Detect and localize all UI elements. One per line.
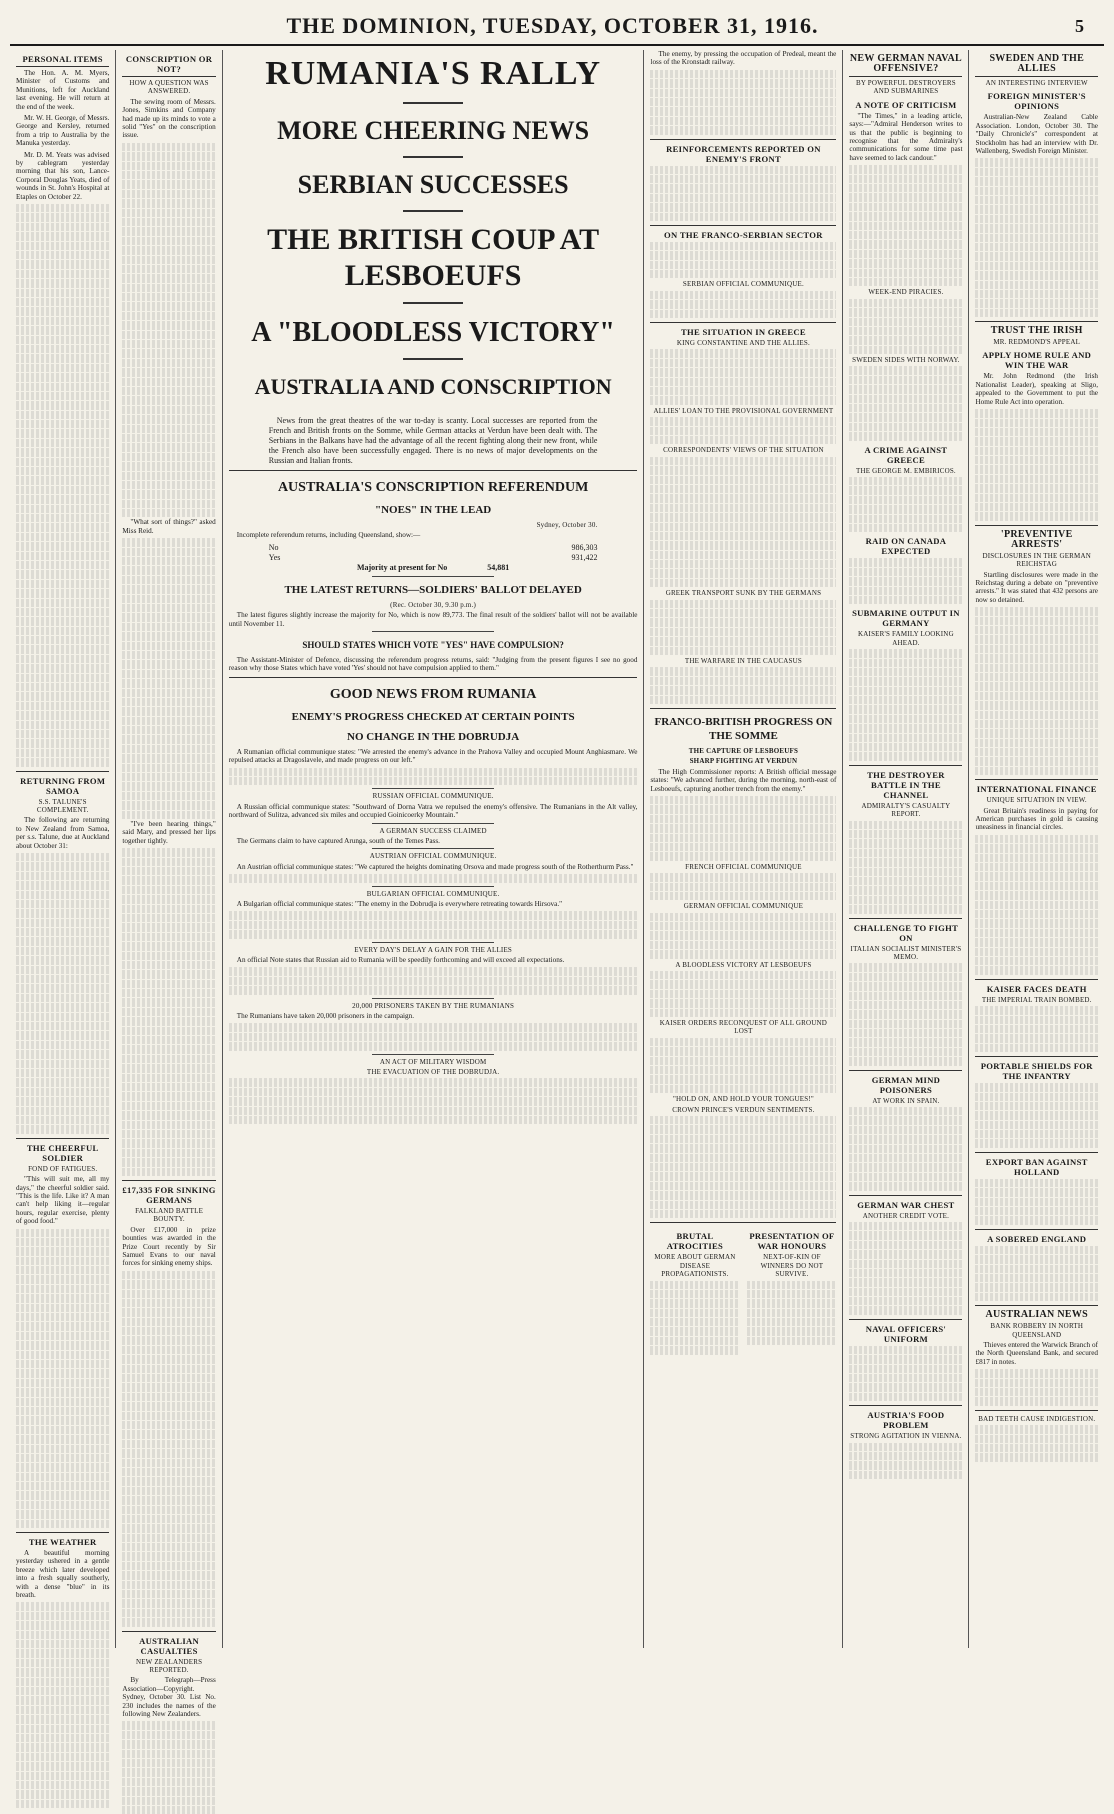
cheerful-soldier-subheading: FOND OF FATIGUES. bbox=[28, 1164, 98, 1173]
personal-item-text: Mr. D. M. Yeats was advised by cablegram yesterday morning that his son, Lance-Corporal Douglas Yeats, died of wounds in St. John's Hospital at Etaples on October 22. bbox=[16, 150, 110, 201]
delay-heading: EVERY DAY'S DELAY A GAIN FOR THE ALLIES bbox=[354, 945, 513, 954]
submarine-output-subheading: KAISER'S FAMILY LOOKING AHEAD. bbox=[858, 630, 954, 647]
challenge-heading: CHALLENGE TO FIGHT ON bbox=[853, 922, 959, 943]
conscription-heading: CONSCRIPTION OR NOT? bbox=[122, 54, 215, 77]
personal-items-heading: PERSONAL ITEMS bbox=[16, 54, 109, 67]
serbian-communique-heading: SERBIAN OFFICIAL COMMUNIQUE. bbox=[682, 280, 804, 289]
weather-text: A beautiful morning yesterday ushered in a gentle breeze which later developed into a fresh squally southerly, with a dense "blue" in its breath. bbox=[16, 1549, 110, 1600]
crown-prince-heading: CROWN PRINCE'S VERDUN SENTIMENTS. bbox=[672, 1105, 815, 1114]
kaiser-death-heading: KAISER FACES DEATH bbox=[986, 983, 1087, 994]
somme-heading: FRANCO-BRITISH PROGRESS ON THE SOMME bbox=[654, 715, 833, 742]
rumania-subheading-1: ENEMY'S PROGRESS CHECKED AT CERTAIN POINTS bbox=[291, 710, 575, 723]
war-honours-heading: PRESENTATION OF WAR HONOURS bbox=[749, 1231, 835, 1252]
military-wisdom-subheading: THE EVACUATION OF THE DOBRUDJA. bbox=[366, 1068, 500, 1077]
correspondents-views-heading: CORRESPONDENTS' VIEWS OF THE SITUATION bbox=[663, 446, 824, 455]
headline-deck-1: MORE CHEERING NEWS bbox=[277, 116, 590, 145]
latest-returns-subheading: (Rec. October 30, 9.30 p.m.) bbox=[390, 600, 477, 609]
bloodless-victory-heading: A BLOODLESS VICTORY AT LESBOEUFS bbox=[675, 960, 812, 969]
lead-paragraph: News from the great theatres of the war to-day is scanty. Local successes are reported from the French and British fronts on the Somme, while German attacks at Verdun have been dealt with. The Serbians in the Balkans have had the advantage of all the recent fighting along their new front, while the French also have been successfully engaged. There is no news of major developments on the Russian and Italian fronts. bbox=[268, 416, 598, 465]
prisoners-heading: 20,000 PRISONERS TAKEN BY THE RUMANIANS bbox=[352, 1001, 515, 1010]
war-honours-box bbox=[747, 1227, 836, 1355]
enemy-front-text: The enemy, by pressing the occupation of Predeal, meant the loss of the Kronstadt railway. bbox=[650, 50, 837, 67]
column-1 bbox=[10, 50, 116, 1648]
advert-heading: BAD TEETH CAUSE INDIGESTION. bbox=[978, 1414, 1096, 1423]
war-chest-subheading: ANOTHER CREDIT VOTE. bbox=[862, 1211, 950, 1220]
column-5 bbox=[843, 50, 969, 1648]
columns bbox=[10, 50, 1104, 1719]
vote-no-row bbox=[229, 543, 638, 553]
headline-deck-3: THE BRITISH COUP AT LESBOEUFS bbox=[267, 223, 600, 292]
compulsion-heading: SHOULD STATES WHICH VOTE "YES" HAVE COMPULSION? bbox=[302, 640, 564, 651]
trust-irish-subheading: MR. REDMOND'S APPEAL bbox=[993, 338, 1081, 347]
russian-communique-heading: RUSSIAN OFFICIAL COMMUNIQUE. bbox=[372, 792, 494, 801]
export-ban-heading: EXPORT BAN AGAINST HOLLAND bbox=[985, 1156, 1088, 1177]
portable-shields-heading: PORTABLE SHIELDS FOR THE INFANTRY bbox=[980, 1061, 1093, 1082]
rumania-text: A Rumanian official communique states: "We arrested the enemy's advance in the Prahova Valley and occupied Mount Anghiasmare. We repulsed attacks at Dragoslavele, and made progress on our left." bbox=[228, 747, 638, 765]
piracies-heading: WEEK-END PIRACIES. bbox=[868, 288, 944, 297]
returning-samoa-subheading: S.S. TALUNE'S COMPLEMENT. bbox=[36, 797, 89, 814]
military-wisdom-heading: AN ACT OF MILITARY WISDOM bbox=[379, 1057, 487, 1066]
prisoners-text: The Rumanians have taken 20,000 prisoners in the campaign. bbox=[236, 1012, 415, 1021]
sweden-allies-text: Australian-New Zealand Cable Association. London, October 30. The "Daily Chronicle's" correspondent at Stockholm has had an interview with Dr. Wallenberg, Swedish Foreign Minister. bbox=[975, 113, 1098, 156]
german-communique-heading: GERMAN OFFICIAL COMMUNIQUE bbox=[683, 902, 804, 911]
french-communique-heading: FRENCH OFFICIAL COMMUNIQUE bbox=[685, 862, 802, 871]
referendum-subheading: "NOES" IN THE LEAD bbox=[375, 504, 492, 516]
caucasus-heading: THE WARFARE IN THE CAUCASUS bbox=[684, 656, 802, 665]
german-success-text: The Germans claim to have captured Arunga, south of the Temes Pass. bbox=[236, 837, 440, 846]
sweden-allies-subheading-2: FOREIGN MINISTER'S OPINIONS bbox=[987, 91, 1086, 112]
vote-yes-label: Yes bbox=[268, 552, 281, 562]
reinforcements-heading: REINFORCEMENTS REPORTED ON ENEMY'S FRONT bbox=[666, 143, 821, 164]
headline-banner bbox=[229, 50, 638, 406]
masthead bbox=[10, 8, 1104, 46]
brutal-atrocities-subheading: MORE ABOUT GERMAN DISEASE PROPAGATIONISTS. bbox=[654, 1253, 736, 1279]
vote-majority-label: Majority at present for No bbox=[356, 562, 448, 572]
bank-robbery-heading: BANK ROBBERY IN NORTH QUEENSLAND bbox=[990, 1322, 1084, 1339]
submarine-output-heading: SUBMARINE OUTPUT IN GERMANY bbox=[852, 608, 960, 629]
delay-text: An official Note states that Russian aid to Rumania will be speedily forthcoming and will exceed all expectations. bbox=[236, 956, 565, 965]
naval-offensive-subheading: BY POWERFUL DESTROYERS AND SUBMARINES bbox=[855, 79, 956, 96]
australian-news-heading: AUSTRALIAN NEWS bbox=[985, 1309, 1089, 1321]
preventive-arrests-text: Startling disclosures were made in the Reichstag during a debate on "preventive arrests." It was stated that 432 persons are now so detained. bbox=[975, 570, 1098, 604]
food-problem-subheading: STRONG AGITATION IN VIENNA. bbox=[850, 1432, 962, 1441]
destroyer-battle-heading: THE DESTROYER BATTLE IN THE CHANNEL bbox=[867, 769, 945, 800]
sweden-allies-subheading: AN INTERESTING INTERVIEW bbox=[985, 79, 1088, 87]
austrian-communique-heading: AUSTRIAN OFFICIAL COMMUNIQUE. bbox=[369, 852, 497, 861]
russian-communique-text: A Russian official communique states: "Southward of Dorna Vatra we repulsed the enemy's offensive. The Rumanians in the Alt valley, northward of Sulitza, advanced six miles and occupied Goinicoerky Mountain." bbox=[228, 802, 638, 820]
preventive-arrests-subheading: DISCLOSURES IN THE GERMAN REICHSTAG bbox=[982, 551, 1091, 569]
kaiser-orders-heading: KAISER ORDERS RECONQUEST OF ALL GROUND LOST bbox=[659, 1019, 828, 1036]
vote-yes-value: 931,422 bbox=[571, 552, 598, 562]
sobered-england-heading: A SOBERED ENGLAND bbox=[987, 1233, 1087, 1244]
returning-samoa-heading: RETURNING FROM SAMOA bbox=[20, 775, 106, 796]
vote-majority-value: 54,881 bbox=[487, 562, 510, 572]
brutal-atrocities-box bbox=[650, 1227, 739, 1355]
challenge-subheading: ITALIAN SOCIALIST MINISTER'S MEMO. bbox=[850, 944, 962, 961]
conscription-text: "What sort of things?" asked Miss Reid. bbox=[122, 518, 216, 535]
somme-subheading-2: SHARP FIGHTING AT VERDUN bbox=[689, 757, 798, 766]
crime-greece-heading: A CRIME AGAINST GREECE bbox=[864, 444, 948, 465]
rumania-subheading-2: NO CHANGE IN THE DOBRUDJA bbox=[347, 730, 520, 743]
hold-tongues-heading: "HOLD ON, AND HOLD YOUR TONGUES!" bbox=[672, 1095, 814, 1104]
crime-greece-subheading: THE GEORGE M. EMBIRICOS. bbox=[855, 466, 956, 475]
raid-canada-heading: RAID ON CANADA EXPECTED bbox=[865, 536, 947, 557]
mind-poisoners-subheading: AT WORK IN SPAIN. bbox=[872, 1096, 940, 1105]
war-chest-heading: GERMAN WAR CHEST bbox=[857, 1199, 955, 1210]
headline-deck-5: AUSTRALIA AND CONSCRIPTION bbox=[254, 374, 612, 399]
column-4 bbox=[644, 50, 843, 1648]
australian-casualties-subheading: NEW ZEALANDERS REPORTED. bbox=[135, 1657, 203, 1674]
cheerful-soldier-text: "This will suit me, all my days," the cheerful soldier said. "This is the life. Like it? A man can't help liking it—regular hours, regular exercise, plenty of good food." bbox=[16, 1175, 110, 1226]
referendum-dateline: Sydney, October 30. bbox=[536, 521, 598, 529]
vote-majority-row bbox=[229, 563, 638, 573]
sinking-germans-heading: £17,335 FOR SINKING GERMANS bbox=[122, 1184, 216, 1205]
column-central bbox=[223, 50, 645, 1648]
kaiser-death-subheading: THE IMPERIAL TRAIN BOMBED. bbox=[981, 995, 1092, 1004]
australian-casualties-heading: AUSTRALIAN CASUALTIES bbox=[139, 1635, 199, 1656]
sinking-germans-text: Over £17,000 in prize bounties was awarded in the Prize Court recently by Sir Samuel Evans to our naval forces for sinking enemy ships. bbox=[122, 1225, 216, 1268]
greek-transport-heading: GREEK TRANSPORT SUNK BY THE GERMANS bbox=[665, 589, 822, 598]
bottom-split bbox=[650, 1227, 836, 1355]
criticism-text: "The Times," in a leading article, says:—"Admiral Henderson writes to us that the public is beginning to recognise that the Admiralty's communications for some time past have seemed to lack candour." bbox=[849, 111, 963, 162]
bulgarian-communique-heading: BULGARIAN OFFICIAL COMMUNIQUE. bbox=[366, 889, 500, 898]
criticism-heading: A NOTE OF CRITICISM bbox=[855, 99, 957, 110]
vote-no-value: 986,303 bbox=[571, 542, 598, 552]
somme-text: The High Commissioner reports: A British official message states: "We advanced further, during the morning, north-east of Lesboeufs, capturing another trench from the enemy." bbox=[650, 767, 837, 793]
preventive-arrests-heading: 'PREVENTIVE ARRESTS' bbox=[1000, 528, 1073, 550]
vote-no-label: No bbox=[268, 542, 279, 552]
mind-poisoners-heading: GERMAN MIND POISONERS bbox=[871, 1074, 941, 1095]
sinking-germans-subheading: FALKLAND BATTLE BOUNTY. bbox=[135, 1206, 204, 1224]
allies-loan-heading: ALLIES' LOAN TO THE PROVISIONAL GOVERNMENT bbox=[653, 406, 834, 415]
headline-deck-4: A "BLOODLESS VICTORY" bbox=[251, 317, 615, 348]
naval-offensive-heading: NEW GERMAN NAVAL OFFENSIVE? bbox=[849, 54, 962, 77]
trust-irish-text: Mr. John Redmond (the Irish Nationalist Leader), speaking at Sligo, appealed to the Government to put the Home Rule Act into operation. bbox=[975, 372, 1098, 406]
franco-serbian-heading: ON THE FRANCO-SERBIAN SECTOR bbox=[664, 229, 823, 240]
referendum-intro: Incomplete referendum returns, including Queensland, show:— bbox=[236, 531, 421, 540]
destroyer-battle-subheading: ADMIRALTY'S CASUALTY REPORT. bbox=[861, 801, 951, 819]
returning-samoa-text: The following are returning to New Zealand from Samoa, per s.s. Talune, due at Auckland about October 31: bbox=[16, 816, 110, 850]
bank-robbery-text: Thieves entered the Warwick Branch of the North Queensland Bank, and secured £817 in notes. bbox=[975, 1340, 1098, 1366]
sweden-norway-heading: SWEDEN SIDES WITH NORWAY. bbox=[852, 356, 960, 365]
vote-yes-row bbox=[229, 553, 638, 563]
australian-casualties-text: By Telegraph—Press Association—Copyright. Sydney, October 30. List No. 230 includes the names of the following New Zealanders. bbox=[122, 1676, 216, 1719]
conscription-text: The sewing room of Messrs. Jones, Simkins and Company had made up its minds to vote a solid "Yes" on the conscription issue. bbox=[122, 97, 216, 140]
international-finance-heading: INTERNATIONAL FINANCE bbox=[976, 784, 1097, 795]
cheerful-soldier-heading: THE CHEERFUL SOLDIER bbox=[26, 1142, 99, 1163]
headline-deck-2: SERBIAN SUCCESSES bbox=[297, 170, 569, 199]
brutal-atrocities-heading: BRUTAL ATROCITIES bbox=[666, 1231, 724, 1252]
weather-heading: THE WEATHER bbox=[28, 1537, 97, 1548]
war-honours-subheading: NEXT-OF-KIN OF WINNERS DO NOT SURVIVE. bbox=[760, 1253, 824, 1279]
sweden-allies-heading: SWEDEN AND THE ALLIES bbox=[975, 54, 1098, 77]
greece-heading: THE SITUATION IN GREECE bbox=[680, 327, 806, 338]
headline-main: RUMANIA'S RALLY bbox=[265, 55, 602, 92]
somme-subheading-1: THE CAPTURE OF LESBOEUFS bbox=[688, 746, 799, 755]
food-problem-heading: AUSTRIA'S FOOD PROBLEM bbox=[867, 1410, 945, 1431]
page-number: 5 bbox=[1075, 15, 1084, 36]
international-finance-text: Great Britain's readiness in paying for American purchases in gold is causing uneasiness in financial circles. bbox=[975, 806, 1098, 832]
personal-item-text: The Hon. A. M. Myers, Minister of Customs and Munitions, left for Auckland last evening. He will return at the end of the week. bbox=[16, 69, 110, 111]
bulgarian-communique-text: A Bulgarian official communique states: "The enemy in the Dobrudja is everywhere retreating towards Hirsova." bbox=[236, 900, 563, 909]
latest-returns-text: The latest figures slightly increase the majority for No, which is now 89,773. The final result of the soldiers' ballot will not be available until November 11. bbox=[228, 611, 638, 628]
personal-item-text: Mr. W. H. George, of Messrs. George and Kersley, returned from a trip to Australia by the Manuka yesterday. bbox=[16, 114, 110, 148]
international-finance-subheading: UNIQUE SITUATION IN VIEW. bbox=[986, 796, 1087, 805]
column-6 bbox=[969, 50, 1104, 1648]
newspaper-title: THE DOMINION, TUESDAY, OCTOBER 31, 1916. bbox=[286, 13, 819, 38]
compulsion-text: The Assistant-Minister of Defence, discussing the referendum progress returns, said: "Judging from the present figures I see no good reason why those States which have voted 'Yes' should not have compulsion applied to them." bbox=[228, 656, 638, 673]
trust-irish-subheading-2: APPLY HOME RULE AND WIN THE WAR bbox=[982, 350, 1092, 371]
austrian-communique-text: An Austrian official communique states: "We captured the heights dominating Orsova and made progress south of the Rotherthurm Pass." bbox=[236, 862, 634, 871]
conscription-text: "I've been hearing things," said Mary, and pressed her lips together tightly. bbox=[122, 820, 216, 845]
greece-subheading: KING CONSTANTINE AND THE ALLIES. bbox=[676, 339, 810, 348]
referendum-heading: AUSTRALIA'S CONSCRIPTION REFERENDUM bbox=[277, 480, 589, 495]
german-success-heading: A GERMAN SUCCESS CLAIMED bbox=[379, 826, 487, 835]
conscription-subheading: HOW A QUESTION WAS ANSWERED. bbox=[129, 79, 209, 96]
column-2 bbox=[116, 50, 222, 1719]
latest-returns-heading: THE LATEST RETURNS—SOLDIERS' BALLOT DELAYED bbox=[284, 583, 582, 596]
trust-irish-heading: TRUST THE IRISH bbox=[990, 325, 1083, 337]
naval-uniform-heading: NAVAL OFFICERS' UNIFORM bbox=[865, 1323, 947, 1344]
rumania-heading: GOOD NEWS FROM RUMANIA bbox=[329, 686, 537, 702]
